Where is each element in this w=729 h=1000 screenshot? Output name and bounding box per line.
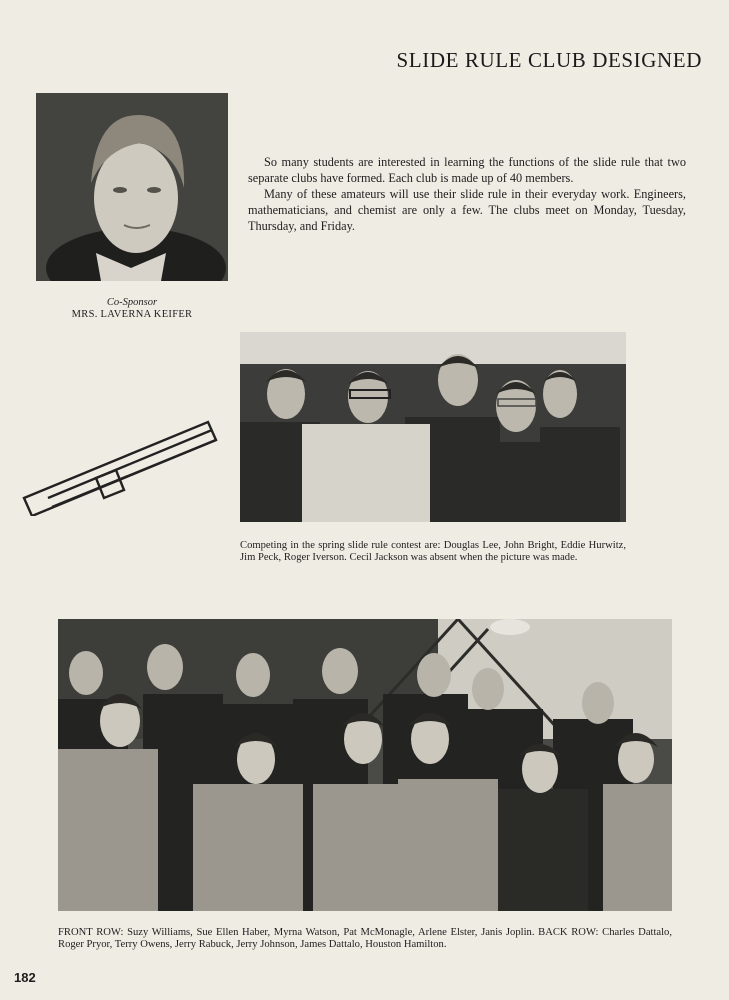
page-title: SLIDE RULE CLUB DESIGNED <box>396 48 702 72</box>
sponsor-portrait <box>36 93 228 281</box>
intro-paragraph-1: So many students are interested in learning the functions of the slide rule that two separate clubs have formed. Each club is made up of 40 members. <box>248 155 686 185</box>
intro-paragraph-2: Many of these amateurs will use their slide rule in their everyday work. Engineers, mathematicians, and chemist are only a few. The clubs meet on Monday, Tuesday, Thursday, and Friday. <box>248 187 686 233</box>
sponsor-role: Co-Sponsor <box>106 297 158 308</box>
contest-group-photo <box>240 332 626 522</box>
sponsor-name: MRS. LAVERNA KEIFER <box>71 309 193 320</box>
contest-caption: Competing in the spring slide rule contest are: Douglas Lee, John Bright, Eddie Hurwitz, Jim Peck, Roger Iverson. Cecil Jackson was absent when the picture was made. <box>240 540 626 563</box>
club-group-photo <box>58 619 672 911</box>
intro-text <box>248 154 686 234</box>
slide-rule-icon <box>22 418 224 516</box>
sponsor-caption <box>36 297 228 321</box>
page-number: 182 <box>14 970 36 985</box>
club-caption: FRONT ROW: Suzy Williams, Sue Ellen Haber, Myrna Watson, Pat McMonagle, Arlene Elster, Janis Joplin. BACK ROW: Charles Dattalo, Roger Pryor, Terry Owens, Jerry Rabuck, Jerry Johnson, James Dattalo, Houston Hamilton. <box>58 927 672 950</box>
